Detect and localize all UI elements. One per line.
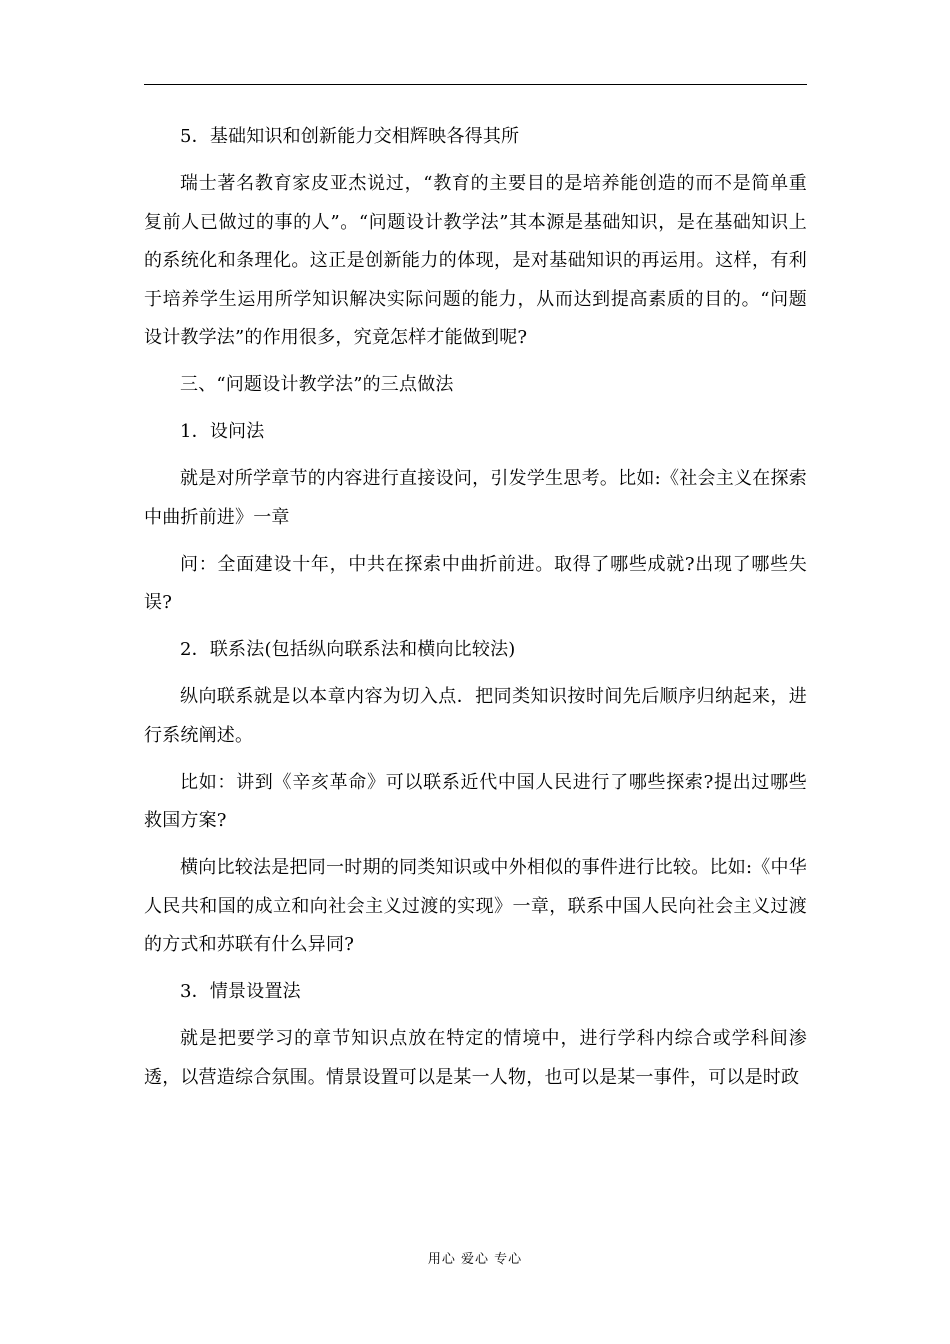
header-rule (144, 84, 807, 85)
section-heading-three-methods: 三、“问题设计教学法”的三点做法 (180, 374, 454, 395)
document-body (144, 118, 807, 1106)
paragraph-piaget-quote: 瑞士著名教育家皮亚杰说过，“教育的主要目的是培养能创造的而不是简单重复前人已做过的事的人”。“问题设计教学法”其本源是基础知识，是在基础知识上的系统化和条理化。这正是创新能力的体现，是对基础知识的再运用。这样，有利于培养学生运用所学知识解决实际问题的能力，从而达到提高素质的目的。“问题设计教学法”的作用很多，究竟怎样才能做到呢? (144, 173, 807, 348)
method-heading-3: 3．情景设置法 (180, 981, 301, 1002)
paragraph-horizontal-compare: 横向比较法是把同一时期的同类知识或中外相似的事件进行比较。比如:《中华人民共和国的成立和向社会主义过渡的实现》一章，联系中国人民向社会主义过渡的方式和苏联有什么异同? (144, 857, 807, 955)
paragraph-vertical-link: 纵向联系就是以本章内容为切入点．把同类知识按时间先后顺序归纳起来，进行系统阐述。 (144, 686, 807, 746)
section-heading-5: 5．基础知识和创新能力交相辉映各得其所 (180, 126, 520, 147)
paragraph-method-1: 就是对所学章节的内容进行直接设问，引发学生思考。比如:《社会主义在探索中曲折前进》一章 (144, 468, 807, 528)
paragraph-method-3: 就是把要学习的章节知识点放在特定的情境中，进行学科内综合或学科间渗透，以营造综合氛围。情景设置可以是某一人物，也可以是某一事件，可以是时政 (144, 1028, 807, 1088)
method-heading-1: 1．设问法 (180, 421, 265, 442)
paragraph-vertical-example: 比如：讲到《辛亥革命》可以联系近代中国人民进行了哪些探索?提出过哪些救国方案? (144, 771, 807, 831)
method-heading-2: 2．联系法(包括纵向联系法和横向比较法) (180, 639, 516, 660)
paragraph-method-1-question: 问：全面建设十年，中共在探索中曲折前进。取得了哪些成就?出现了哪些失误? (144, 553, 807, 613)
page-footer: 用心 爱心 专心 (427, 1252, 523, 1267)
